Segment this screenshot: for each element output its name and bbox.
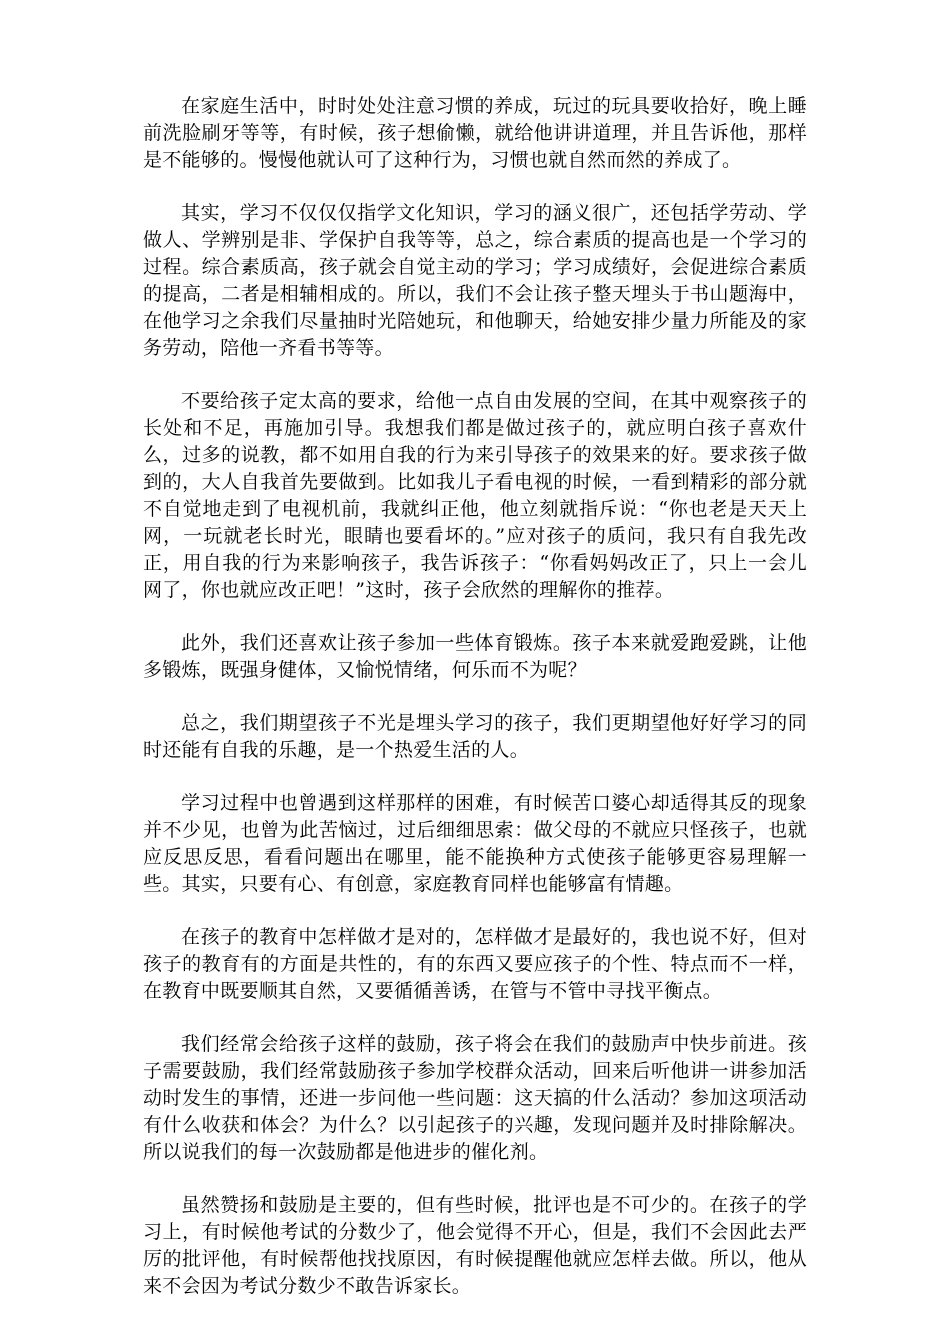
- paragraph-criticism: 虽然赞扬和鼓励是主要的，但有些时候，批评也是不可少的。在孩子的学习上，有时候他考试的分数少了，他会觉得不开心，但是，我们不会因此去严厉的批评他，有时候帮他找找原因，有时候提醒他就应怎样去做。所以，他从来不会因为考试分数少不敢告诉家长。: [143, 1194, 807, 1297]
- paragraph-love-of-life: 总之，我们期望孩子不光是埋头学习的孩子，我们更期望他好好学习的同时还能有自我的乐趣，是一个热爱生活的人。: [143, 712, 807, 761]
- paragraph-learning-scope: 其实，学习不仅仅仅指学文化知识，学习的涵义很广，还包括学劳动、学做人、学辨别是非、学保护自我等等，总之，综合素质的提高也是一个学习的过程。综合素质高，孩子就会自觉主动的学习；学习成绩好，会促进综合素质的提高，二者是相辅相成的。所以，我们不会让孩子整天埋头于书山题海中，在他学习之余我们尽量抽时光陪她玩，和他聊天，给她安排少量力所能及的家务劳动，陪他一齐看书等等。: [143, 202, 807, 359]
- paragraph-encouragement: 我们经常会给孩子这样的鼓励，孩子将会在我们的鼓励声中快步前进。孩子需要鼓励，我们经常鼓励孩子参加学校群众活动，回来后听他讲一讲参加活动时发生的事情，还进一步问他一些问题：这天搞的什么活动？参加这项活动有什么收获和体会？为什么？以引起孩子的兴趣，发现问题并及时排除解决。所以说我们的每一次鼓励都是他进步的催化剂。: [143, 1033, 807, 1163]
- paragraph-balance: 在孩子的教育中怎样做才是对的，怎样做才是最好的，我也说不好，但对孩子的教育有的方面是共性的，有的东西又要应孩子的个性、特点而不一样，在教育中既要顺其自然，又要循循善诱，在管与不管中寻找平衡点。: [143, 926, 807, 1002]
- paragraph-exercise: 此外，我们还喜欢让孩子参加一些体育锻炼。孩子本来就爱跑爱跳，让他多锻炼，既强身健体，又愉悦情绪，何乐而不为呢？: [143, 632, 807, 681]
- paragraph-habits: 在家庭生活中，时时处处注意习惯的养成，玩过的玩具要收拾好，晚上睡前洗脸刷牙等等，有时候，孩子想偷懒，就给他讲讲道理，并且告诉他，那样是不能够的。慢慢他就认可了这种行为，习惯也就自然而然的养成了。: [143, 95, 807, 171]
- document-body: [143, 93, 807, 1326]
- paragraph-difficulties: 学习过程中也曾遇到这样那样的困难，有时候苦口婆心却适得其反的现象并不少见，也曾为此苦恼过，过后细细思索：做父母的不就应只怪孩子，也就应反思反思，看看问题出在哪里，能不能换种方式使孩子能够更容易理解一些。其实，只要有心、有创意，家庭教育同样也能够富有情趣。: [143, 792, 807, 895]
- paragraph-expectations: 不要给孩子定太高的要求，给他一点自由发展的空间，在其中观察孩子的长处和不足，再施加引导。我想我们都是做过孩子的，就应明白孩子喜欢什么，过多的说教，都不如用自我的行为来引导孩子的效果来的好。要求孩子做到的，大人自我首先要做到。比如我儿子看电视的时候，一看到精彩的部分就不自觉地走到了电视机前，我就纠正他，他立刻就指斥说：“你也老是天天上网，一玩就老长时光，眼睛也要看坏的。”应对孩子的质问，我只有自我先改正，用自我的行为来影响孩子，我告诉孩子：“你看妈妈改正了，只上一会儿网了，你也就应改正吧！”这时，孩子会欣然的理解你的推荐。: [143, 390, 807, 601]
